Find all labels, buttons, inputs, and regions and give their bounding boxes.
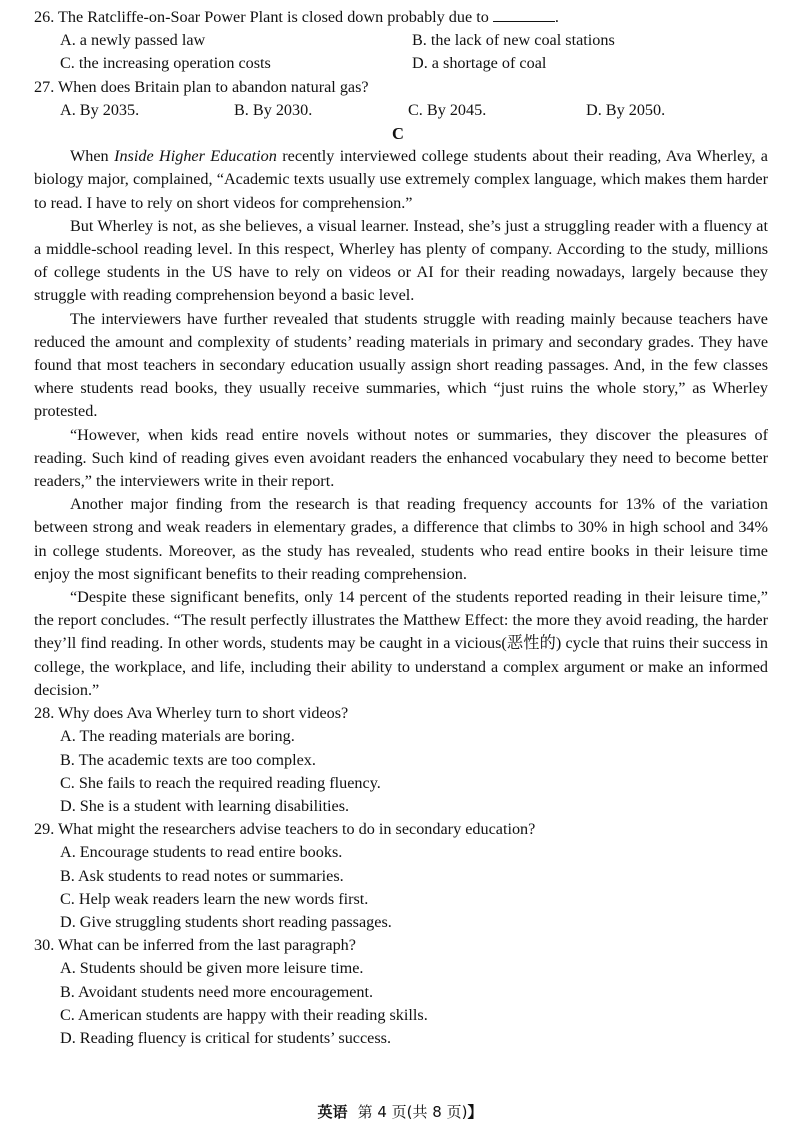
option-c: C. Help weak readers learn the new words first.	[60, 889, 369, 908]
option-d: D. a shortage of coal	[412, 54, 547, 73]
question-30-stem: 30. What can be inferred from the last paragraph?	[34, 936, 356, 955]
option-c: C. She fails to reach the required reading fluency.	[60, 773, 381, 792]
option-b: B. the lack of new coal stations	[412, 31, 615, 50]
answer-blank	[493, 7, 555, 22]
option-c: C. American students are happy with their reading skills.	[60, 1005, 428, 1024]
passage-paragraph-1: When Inside Higher Education recently interviewed college students about their reading, Ava Wherley, a biology major, complained, “Academic texts usually use extremely complex language, which makes them harder to read. I have to rely on short videos for comprehension.”	[34, 147, 768, 212]
question-29-stem: 29. What might the researchers advise teachers to do in secondary education?	[34, 820, 536, 839]
option-b: B. The academic texts are too complex.	[60, 750, 316, 769]
question-26-stem: 26. The Ratcliffe-on-Soar Power Plant is closed down probably due to .	[34, 8, 559, 26]
option-d: D. Give struggling students short reading passages.	[60, 912, 392, 931]
option-a: A. a newly passed law	[60, 31, 206, 50]
question-29	[34, 818, 768, 934]
page-footer	[0, 1101, 800, 1124]
question-28	[34, 702, 768, 818]
publication-title: Inside Higher Education	[114, 147, 277, 166]
option-c: C. the increasing operation costs	[60, 54, 271, 73]
passage-paragraph-6: “Despite these significant benefits, only 14 percent of the students reported reading in their leisure time,” the report concludes. “The result perfectly illustrates the Matthew Effect: the more they avoid reading, the harder they’ll find reading. In other words, students may be caught in a vicious(恶性的) cycle that ruins their success in college, the workplace, and life, including their ability to understand a complex argument or make an informed decision.”	[34, 588, 768, 699]
question-30	[34, 934, 768, 1050]
question-27-stem: 27. When does Britain plan to abandon natural gas?	[34, 77, 369, 96]
option-b: B. Avoidant students need more encouragement.	[60, 982, 374, 1001]
question-27	[34, 76, 768, 122]
option-d: D. She is a student with learning disabilities.	[60, 796, 350, 815]
passage-paragraph-4: “However, when kids read entire novels without notes or summaries, they discover the pleasures of reading. Such kind of reading gives even avoidant readers the enhanced vocabulary they need to become better readers,” the interviewers write in their report.	[34, 425, 768, 491]
question-26-options	[34, 29, 768, 75]
passage-paragraph-5: Another major finding from the research is that reading frequency accounts for 13% of the variation between strong and weak readers in elementary grades, a difference that climbs to 30% in high school and 34% in college students. Moreover, as the study has revealed, students who read entire books in their leisure time enjoy the most significant benefits to their reading comprehension.	[34, 495, 768, 583]
subject-label: 英语	[317, 1103, 348, 1121]
option-a: A. The reading materials are boring.	[60, 727, 295, 746]
exam-page	[34, 6, 768, 1050]
passage-paragraph-3: The interviewers have further revealed that students struggle with reading mainly because teachers have reduced the amount and complexity of students’ reading materials in primary and secondary grades. They have found that most teachers in secondary education usually assign short reading passages. And, in the few classes where students read books, they usually receive summaries, which “just ruins the whole story,” as Wherley protested.	[34, 309, 768, 421]
option-d: D. By 2050.	[586, 100, 666, 119]
reading-passage	[34, 145, 768, 702]
page-number: 第 4 页(共 8 页)	[357, 1103, 468, 1121]
footer-bracket: 】	[467, 1103, 483, 1121]
passage-paragraph-2: But Wherley is not, as she believes, a visual learner. Instead, she’s just a struggling reader with a fluency at a middle-school reading level. In this respect, Wherley has plenty of company. According to the study, millions of college students in the US have to rely on videos or AI for their reading nowadays, largely because they struggle with reading comprehension beyond a basic level.	[34, 216, 768, 305]
question-28-stem: 28. Why does Ava Wherley turn to short videos?	[34, 704, 349, 723]
option-a: A. Encourage students to read entire books.	[60, 843, 343, 862]
option-a: A. Students should be given more leisure time.	[60, 959, 364, 978]
option-c: C. By 2045.	[408, 100, 487, 119]
option-a: A. By 2035.	[60, 100, 140, 119]
section-heading: C	[392, 124, 404, 144]
option-d: D. Reading fluency is critical for students’ success.	[60, 1028, 391, 1047]
question-26	[34, 6, 768, 76]
question-27-options	[34, 99, 768, 122]
option-b: B. Ask students to read notes or summaries.	[60, 866, 344, 885]
option-b: B. By 2030.	[234, 100, 313, 119]
